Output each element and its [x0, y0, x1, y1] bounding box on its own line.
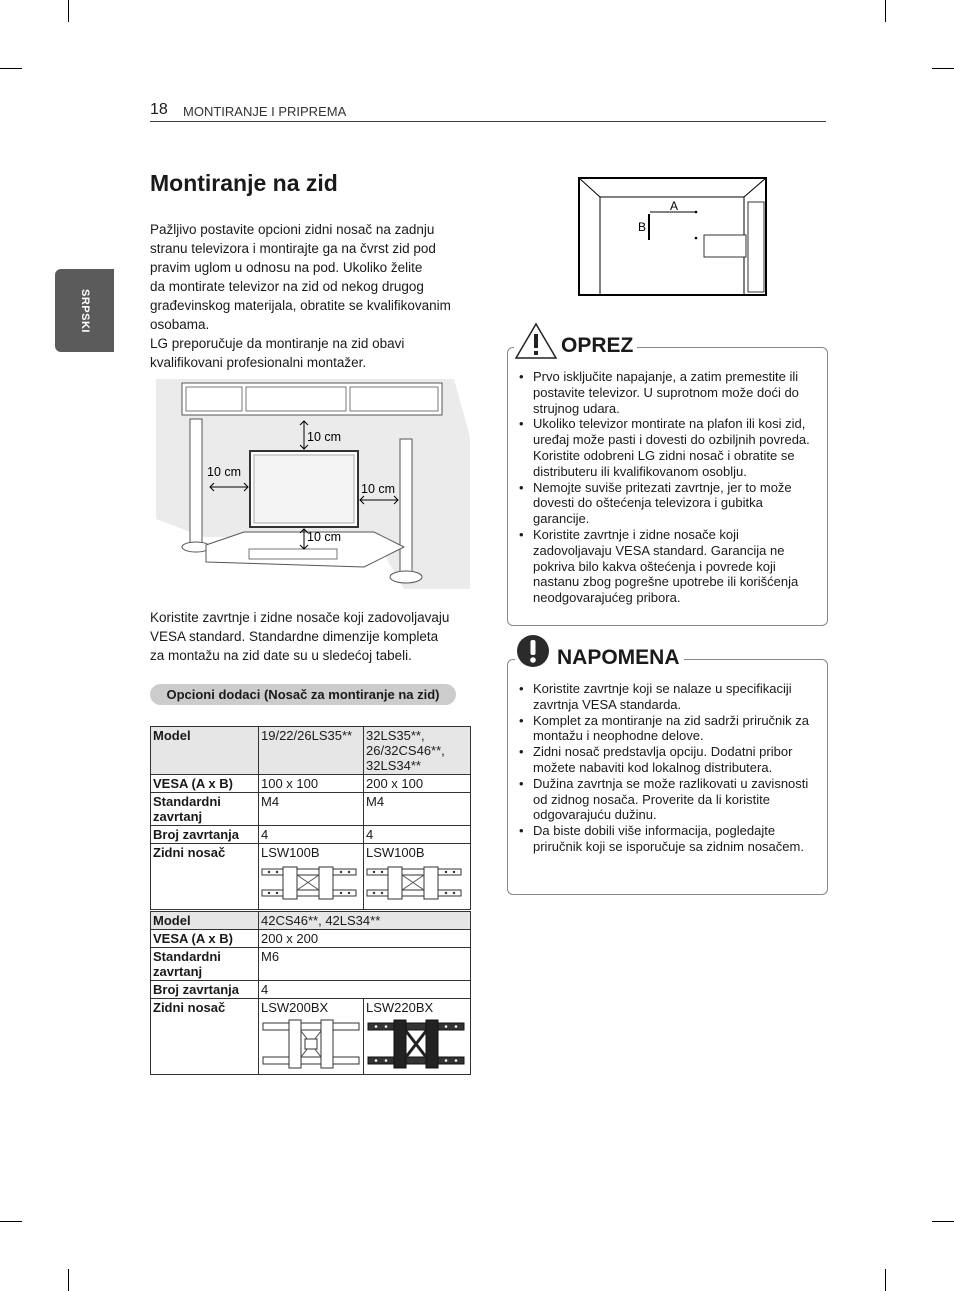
crop-mark — [68, 1269, 69, 1291]
table-cell: Broj zavrtanja — [151, 826, 259, 844]
intro-line: građevinskog materijala, obratite se kvalifikovanim — [150, 298, 451, 313]
vesa-paragraph — [150, 608, 475, 665]
table-row — [151, 981, 471, 999]
intro-line: stranu televizora i montirajte ga na čvrst zid pod — [150, 241, 436, 256]
table-row — [151, 844, 471, 910]
caution-title: OPREZ — [557, 334, 637, 358]
wall-mount-clearance-illustration — [154, 377, 472, 592]
table-row — [151, 775, 471, 793]
table-cell: Model — [151, 727, 259, 775]
wall-bracket-image — [261, 1019, 361, 1069]
bracket-cell — [364, 844, 471, 910]
table-cell: 19/22/26LS35** — [259, 727, 364, 775]
table-row — [151, 912, 471, 930]
caution-list — [519, 369, 817, 606]
intro-line: Pažljivo postavite opcioni zidni nosač na zadnju — [150, 222, 435, 237]
table-row — [151, 999, 471, 1075]
table-cell: 100 x 100 — [259, 775, 364, 793]
bracket-cell — [364, 999, 471, 1075]
crop-mark — [68, 0, 69, 22]
caution-item: • Ukoliko televizor montirate na plafon ili kosi zid, uređaj može pasti i dovesti do ozbiljnih povreda. Koristite odobreni LG zidni nosač i obratite se distributeru ili kvalifikovanom osoblju. — [519, 416, 817, 479]
table-cell: VESA (A x B) — [151, 775, 259, 793]
table-cell: Standardni zavrtanj — [151, 793, 259, 826]
wall-bracket-image — [261, 866, 357, 900]
crop-mark — [932, 68, 954, 69]
note-list — [519, 681, 817, 855]
caution-item: • Nemojte suviše pritezati zavrtnje, jer to može dovesti do oštećenja televizora i gubitka garancije. — [519, 480, 817, 527]
page-number: 18 — [150, 101, 168, 118]
table-cell: Zidni nosač — [151, 844, 259, 910]
table-cell: M4 — [364, 793, 471, 826]
vesa-line: Koristite zavrtnje i zidne nosače koji zadovoljavaju — [150, 610, 450, 625]
section-title: MONTIRANJE I PRIPREMA — [183, 104, 347, 119]
clearance-top-label: 10 cm — [307, 430, 342, 444]
vesa-line: za montažu na zid date su u sledećoj tabeli. — [150, 648, 412, 663]
language-tab-label: SRPSKI — [78, 288, 91, 333]
intro-line: osobama. — [150, 317, 210, 332]
dimension-a-label: A — [670, 199, 679, 213]
caution-item: • Prvo isključite napajanje, a zatim premestite ili postavite televizor. U suprotnom može doći do strujnog udara. — [519, 369, 817, 416]
language-tab — [55, 269, 114, 352]
page-title: Montiranje na zid — [150, 170, 338, 196]
table-cell: Model — [151, 912, 259, 930]
header-rule — [150, 121, 826, 122]
caution-box — [507, 347, 828, 626]
tv-back-vesa-illustration — [578, 177, 768, 297]
table-cell: M4 — [259, 793, 364, 826]
caution-item: • Koristite zavrtnje i zidne nosače koji zadovoljavaju VESA standard. Garancija ne pokriva bilo kakva oštećenja i povrede koji nastanu zbog pogrešne upotrebe ili korišćenja neodgovarajućeg pribora. — [519, 527, 817, 606]
table-cell: 32LS35**, 26/32CS46**, 32LS34** — [364, 727, 471, 775]
bracket-model: LSW220BX — [366, 1000, 434, 1015]
vesa-spec-table-small — [150, 726, 471, 910]
table-cell: 4 — [259, 826, 364, 844]
table-cell: Zidni nosač — [151, 999, 259, 1075]
clearance-left-label: 10 cm — [207, 465, 242, 479]
table-row — [151, 793, 471, 826]
crop-mark — [932, 1221, 954, 1222]
vesa-line: VESA standard. Standardne dimenzije kompleta — [150, 629, 439, 644]
table-cell: M6 — [259, 948, 471, 981]
intro-line: LG preporučuje da montiranje na zid obavi — [150, 336, 405, 351]
note-item: • Zidni nosač predstavlja opciju. Dodatni pribor možete nabaviti kod lokalnog distributera. — [519, 744, 817, 776]
bracket-model: LSW200BX — [261, 1000, 329, 1015]
table-cell: VESA (A x B) — [151, 930, 259, 948]
table-cell: Broj zavrtanja — [151, 981, 259, 999]
bracket-model: LSW100B — [261, 845, 320, 860]
table-row — [151, 948, 471, 981]
clearance-bottom-label: 10 cm — [307, 530, 342, 544]
note-item: • Komplet za montiranje na zid sadrži priručnik za montažu i neophodne delove. — [519, 713, 817, 745]
wall-bracket-image — [366, 1019, 466, 1069]
note-box — [507, 659, 828, 895]
intro-line: pravim uglom u odnosu na pod. Ukoliko želite — [150, 260, 423, 275]
table-cell: Standardni zavrtanj — [151, 948, 259, 981]
table-cell: 4 — [259, 981, 471, 999]
table-row — [151, 727, 471, 775]
table-cell: 42CS46**, 42LS34** — [259, 912, 471, 930]
intro-line: kvalifikovani profesionalni montažer. — [150, 355, 367, 370]
intro-paragraph — [150, 220, 475, 372]
note-item: • Dužina zavrtnja se može razlikovati u zavisnosti od zidnog nosača. Proverite da li koristite odgovarajuću dužinu. — [519, 776, 817, 823]
note-item: • Da biste dobili više informacija, pogledajte priručnik koji se isporučuje sa zidnim nosačem. — [519, 823, 817, 855]
crop-mark — [0, 68, 22, 69]
bracket-cell — [259, 844, 364, 910]
table-row — [151, 826, 471, 844]
warning-triangle-icon — [514, 322, 558, 362]
note-item: • Koristite zavrtnje koji se nalaze u specifikaciji zavrtnja VESA standarda. — [519, 681, 817, 713]
clearance-right-label: 10 cm — [361, 482, 396, 496]
table-cell: 200 x 100 — [364, 775, 471, 793]
crop-mark — [885, 0, 886, 22]
crop-mark — [885, 1269, 886, 1291]
bracket-cell — [259, 999, 364, 1075]
intro-line: da montirate televizor na zid od nekog drugog — [150, 279, 424, 294]
crop-mark — [0, 1221, 22, 1222]
note-title: NAPOMENA — [553, 646, 684, 670]
vesa-spec-table-large — [150, 911, 471, 1075]
dimension-b-label: B — [638, 220, 647, 234]
wall-bracket-image — [366, 866, 462, 900]
exclamation-circle-icon — [515, 634, 555, 670]
accessories-heading: Opcioni dodaci (Nosač za montiranje na zid) — [150, 684, 456, 705]
table-row — [151, 930, 471, 948]
table-cell: 200 x 200 — [259, 930, 471, 948]
table-cell: 4 — [364, 826, 471, 844]
bracket-model: LSW100B — [366, 845, 425, 860]
